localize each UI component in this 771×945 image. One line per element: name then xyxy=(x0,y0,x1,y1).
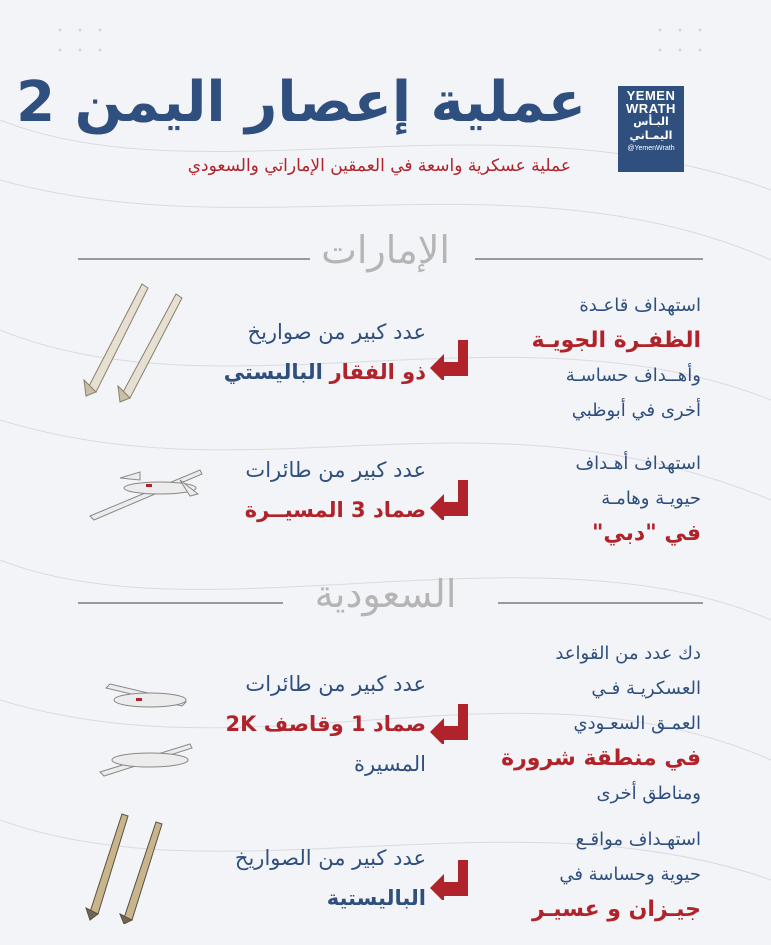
weapon-line: عدد كبير من الصواريخ xyxy=(234,846,426,870)
weapon-name: الباليستية xyxy=(326,886,426,910)
weapon-line: عدد كبير من طائرات xyxy=(245,672,426,696)
arrow-icon xyxy=(428,476,472,520)
logo-handle: @YemenWrath xyxy=(627,145,675,152)
target-text xyxy=(461,822,701,927)
page-title: عملية إعصار اليمن 2 xyxy=(16,70,586,135)
weapon-line: المسيرة xyxy=(353,752,426,776)
weapon-line: عدد كبير من صواريخ xyxy=(247,320,426,344)
section-header-ksa xyxy=(0,572,771,622)
target-line: العمـق السعـودي xyxy=(573,713,701,734)
weapon-line: عدد كبير من طائرات xyxy=(245,458,426,482)
target-line: استهداف قاعـدة xyxy=(579,295,701,316)
target-line: حيويـة وهامـة xyxy=(601,488,701,509)
target-highlight: في منطقة شرورة xyxy=(501,746,701,771)
target-text xyxy=(461,446,701,551)
logo-ar1: البـأس xyxy=(633,115,669,128)
weapon-name: صماد 3 المسيــرة xyxy=(244,498,426,522)
logo-line1: YEMEN xyxy=(626,88,676,103)
weapon-text xyxy=(166,838,426,918)
target-text xyxy=(461,288,701,428)
drones-icon xyxy=(80,672,200,802)
target-line: دك عدد من القواعد xyxy=(555,643,701,664)
target-highlight: في "دبي" xyxy=(591,521,701,546)
target-line: استهـداف مواقـع xyxy=(575,829,701,850)
logo-ar2: اليمـاني xyxy=(629,129,673,142)
weapon-text xyxy=(166,664,426,784)
arrow-icon xyxy=(428,336,472,380)
target-line: أخرى في أبوظبي xyxy=(571,400,701,421)
yemen-wrath-logo xyxy=(618,86,684,172)
section-label-ksa: السعودية xyxy=(314,572,457,616)
target-line: ومناطق أخرى xyxy=(596,783,701,804)
weapon-type: الباليستي xyxy=(223,360,323,384)
weapon-text xyxy=(166,312,426,392)
weapon-name: ذو الفقار xyxy=(329,360,426,384)
ballistic-missile-icon xyxy=(80,276,190,406)
target-line: وأهــداف حساسـة xyxy=(565,365,701,386)
target-text xyxy=(461,636,701,811)
arrow-icon xyxy=(428,700,472,744)
section-label-uae: الإمارات xyxy=(321,228,450,272)
logo-line2: WRATH xyxy=(626,101,676,116)
page-subtitle: عملية عسكرية واسعة في العمقين الإماراتي والسعودي xyxy=(187,156,571,176)
arrow-icon xyxy=(428,856,472,900)
ballistic-missiles-icon xyxy=(80,808,170,924)
section-header-uae xyxy=(0,228,771,278)
target-line: العسكريـة فـي xyxy=(591,678,701,699)
target-highlight: الظفـرة الجويـة xyxy=(531,328,701,353)
target-highlight: جيـزان و عسيـر xyxy=(532,897,701,922)
target-line: حيوية وحساسة في xyxy=(559,864,701,885)
drone-icon xyxy=(80,456,210,526)
target-line: استهداف أهـداف xyxy=(575,453,701,474)
weapon-name: صماد 1 وقاصف 2K xyxy=(225,712,426,736)
